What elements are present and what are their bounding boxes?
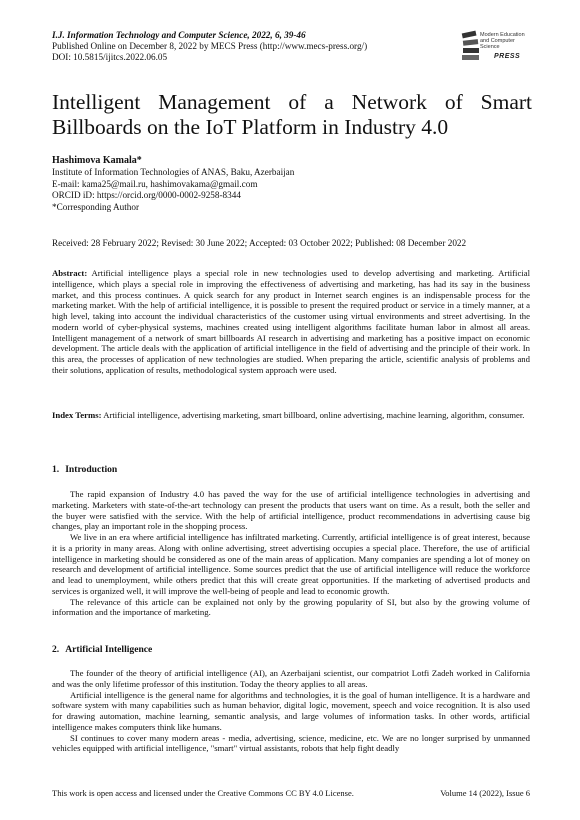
author-affiliation: Institute of Information Technologies of ANAS, Baku, Azerbaijan [52, 167, 295, 178]
paragraph: The founder of the theory of artificial intelligence (AI), an Azerbaijani scientist, our compatriot Lotfi Zadeh worked in California and was the only lifetime professor of this institution. Today the theory applies to all areas. [52, 668, 530, 689]
paragraph: SI continues to cover many modern areas - media, advertising, science, medicine, etc. We are no longer surprised by unmanned vehicles equipped with artificial intelligence, "smart" virtual assistants, robots that help fight deadly [52, 732, 530, 754]
publication-info: Published Online on December 8, 2022 by MECS Press (http://www.mecs-press.org/) [52, 41, 368, 51]
mecs-press-logo [460, 26, 532, 70]
paragraph: The rapid expansion of Industry 4.0 has paved the way for the use of artificial intelligence technologies in advertising and marketing. Marketers with state-of-the-art technology can present the products that users want on time. As a result, both the seller and the buyer were satisfied with the service. With the help of artificial intelligence, product recommendations in advertising cause big changes, play an important role in the shopping process. [52, 489, 530, 532]
abstract-text: Artificial intelligence plays a special role in new technologies used to develop advertising and marketing. Artificial intelligence, which plays a special role in improving the effectiveness of advertising and marketing, has had its say in the business market, and this process continues. A quick search for any product in Internet search engines is an indispensable process for the marketing market. With the help of artificial intelligence, it is possible to present the required product or service in a timely manner, at a high level, taking into account the individual characteristics of the customer using virtual environments and street advertising. In the modern world of cyber-physical systems, machines created using intelligent algorithms facilitate human labor in almost all areas. Intelligent management of a network of smart billboards AI research in advertising and marketing has a positive impact on economic development. The article deals with the application of artificial intelligence in the field of advertising and the principle of their work. In this area, the processes of application of new technologies are studied. When preparing the article, scientific analysis of problems and their solutions, application of results, methodological system approach were used. [52, 268, 530, 375]
section-number: 1. [52, 464, 60, 475]
license-note: This work is open access and licensed under the Creative Commons CC BY 4.0 License. [52, 788, 354, 798]
section-title: Artificial Intelligence [65, 644, 153, 655]
journal-citation: I.J. Information Technology and Computer Science, 2022, 6, 39-46 [52, 30, 306, 40]
book-stack-icon [460, 28, 482, 62]
index-terms-label: Index Terms: [52, 410, 102, 420]
index-terms-text: Artificial intelligence, advertising marketing, smart billboard, online advertising, machine learning, algorithm, consumer. [103, 410, 525, 420]
section-title: Introduction [65, 464, 118, 475]
doi: DOI: 10.5815/ijitcs.2022.06.05 [52, 52, 168, 62]
paragraph: Artificial intelligence is the general name for algorithms and technologies, it is the goal of human intelligence. It is a hardware and software system with many capabilities such as human behavior, digital logic, movement, speech and voice recognition. It is also used for drawing automation, machine learning, semantic analysis, and large volumes of information tasks. In other words, artificial intelligence makes computers think like humans. [52, 689, 530, 732]
author-orcid: ORCID iD: https://orcid.org/0000-0002-9258-8344 [52, 190, 241, 201]
abstract-label: Abstract: [52, 268, 88, 278]
abstract [52, 268, 530, 376]
author-block [52, 155, 294, 213]
corresponding-note: *Corresponding Author [52, 201, 140, 212]
dates-line: Received: 28 February 2022; Revised: 30 June 2022; Accepted: 03 October 2022; Published: 08 December 2022 [52, 238, 467, 248]
section-body-introduction [52, 489, 530, 618]
paragraph: We live in an era where artificial intelligence has infiltrated marketing. Currently, artificial intelligence is of great interest, because it is a priority in many areas. Along with online advertising, street advertising occupies a special place. Therefore, the use of artificial intelligence in marketing should be considered as one of the main areas of application. Many companies are spending a lot of money on research and development of artificial intelligence. Some sources predict that the use of artificial intelligence will reduce the workforce and lead to unemployment, while others predict that this will create great opportunities. If the marketing of advertised products and services is organized well, it will improve the well-being of people and lead to economic growth. [52, 532, 530, 596]
author-email: E-mail: kama25@mail.ru, hashimovakama@gmail.com [52, 178, 258, 189]
journal-header [52, 30, 367, 63]
author-name: Hashimova Kamala* [52, 155, 142, 166]
section-heading-introduction [52, 464, 117, 475]
volume-issue: Volume 14 (2022), Issue 6 [440, 788, 530, 798]
section-number: 2. [52, 644, 60, 655]
paragraph: The relevance of this article can be explained not only by the growing popularity of SI, but also by the growing volume of information and the importance of marketing. [52, 596, 530, 618]
logo-text: Modern Education and Computer Science [480, 32, 525, 50]
logo-press: PRESS [494, 53, 521, 60]
section-heading-artificial-intelligence [52, 644, 152, 655]
paper-title: Intelligent Management of a Network of Smart Billboards on the IoT Platform in Industry 4.0 [52, 90, 532, 139]
section-body-artificial-intelligence [52, 668, 530, 754]
index-terms [52, 410, 530, 421]
